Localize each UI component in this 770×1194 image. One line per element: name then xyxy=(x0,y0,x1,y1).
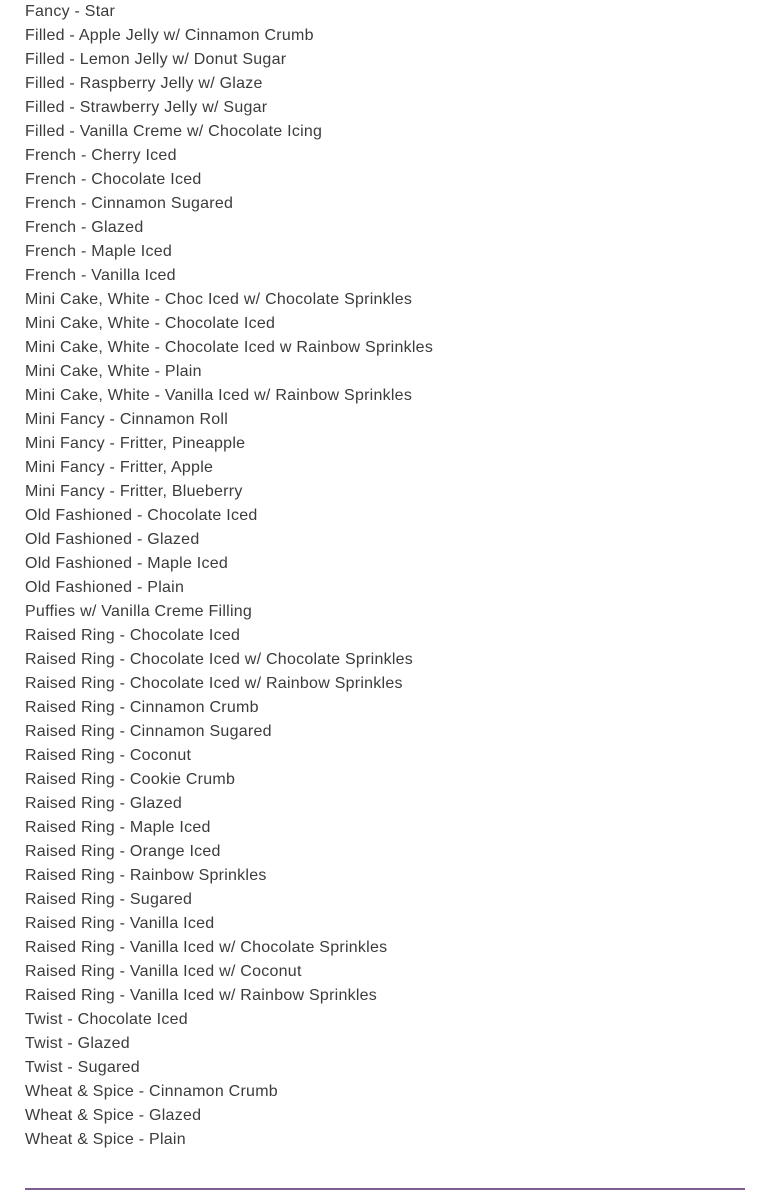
menu-item: Twist - Glazed xyxy=(25,1035,130,1052)
menu-item: Fancy - Star xyxy=(25,3,116,20)
menu-item: French - Glazed xyxy=(25,219,144,236)
menu-item: Mini Cake, White - Chocolate Iced w Rainbow Sprinkles xyxy=(25,339,434,356)
menu-item: Raised Ring - Cinnamon Crumb xyxy=(25,699,259,716)
menu-item: Mini Fancy - Fritter, Apple xyxy=(25,459,214,476)
menu-item: Raised Ring - Cinnamon Sugared xyxy=(25,723,272,740)
menu-item: Mini Fancy - Fritter, Blueberry xyxy=(25,483,243,500)
menu-item: Raised Ring - Coconut xyxy=(25,747,192,764)
menu-item: French - Cherry Iced xyxy=(25,147,177,164)
menu-item: Mini Cake, White - Plain xyxy=(25,363,202,380)
menu-item: Raised Ring - Vanilla Iced xyxy=(25,915,215,932)
menu-item: Raised Ring - Chocolate Iced w/ Rainbow Sprinkles xyxy=(25,675,403,692)
menu-item: Filled - Vanilla Creme w/ Chocolate Icing xyxy=(25,123,323,140)
menu-item: Raised Ring - Glazed xyxy=(25,795,183,812)
menu-item: Mini Fancy - Fritter, Pineapple xyxy=(25,435,246,452)
menu-item: Filled - Strawberry Jelly w/ Sugar xyxy=(25,99,268,116)
menu-item: Mini Fancy - Cinnamon Roll xyxy=(25,411,229,428)
menu-item: Old Fashioned - Glazed xyxy=(25,531,200,548)
menu-item: French - Vanilla Iced xyxy=(25,267,176,284)
menu-item: Raised Ring - Chocolate Iced xyxy=(25,627,241,644)
menu-item: Raised Ring - Vanilla Iced w/ Chocolate Sprinkles xyxy=(25,939,388,956)
menu-item: Raised Ring - Vanilla Iced w/ Rainbow Sprinkles xyxy=(25,987,378,1004)
menu-item: Twist - Chocolate Iced xyxy=(25,1011,188,1028)
menu-item: Filled - Raspberry Jelly w/ Glaze xyxy=(25,75,263,92)
menu-item: Old Fashioned - Maple Iced xyxy=(25,555,229,572)
menu-item: French - Maple Iced xyxy=(25,243,173,260)
menu-list xyxy=(25,0,760,1152)
menu-item: Raised Ring - Cookie Crumb xyxy=(25,771,236,788)
menu-item: Raised Ring - Orange Iced xyxy=(25,843,221,860)
menu-item: Wheat & Spice - Plain xyxy=(25,1131,186,1148)
section-divider xyxy=(25,1188,745,1190)
menu-item: French - Cinnamon Sugared xyxy=(25,195,234,212)
menu-item: Old Fashioned - Plain xyxy=(25,579,185,596)
menu-item: Mini Cake, White - Chocolate Iced xyxy=(25,315,276,332)
menu-item: Twist - Sugared xyxy=(25,1059,140,1076)
menu-item: Raised Ring - Rainbow Sprinkles xyxy=(25,867,267,884)
menu-item: Raised Ring - Vanilla Iced w/ Coconut xyxy=(25,963,302,980)
menu-item: Wheat & Spice - Glazed xyxy=(25,1107,202,1124)
menu-item: Puffies w/ Vanilla Creme Filling xyxy=(25,603,253,620)
menu-item: Raised Ring - Sugared xyxy=(25,891,193,908)
menu-item: Filled - Lemon Jelly w/ Donut Sugar xyxy=(25,51,287,68)
menu-item: Raised Ring - Chocolate Iced w/ Chocolate Sprinkles xyxy=(25,651,414,668)
menu-item: Old Fashioned - Chocolate Iced xyxy=(25,507,258,524)
menu-item: Raised Ring - Maple Iced xyxy=(25,819,211,836)
menu-item: French - Chocolate Iced xyxy=(25,171,202,188)
menu-item: Filled - Apple Jelly w/ Cinnamon Crumb xyxy=(25,27,314,44)
menu-item: Mini Cake, White - Choc Iced w/ Chocolate Sprinkles xyxy=(25,291,413,308)
menu-item: Mini Cake, White - Vanilla Iced w/ Rainbow Sprinkles xyxy=(25,387,413,404)
menu-item: Wheat & Spice - Cinnamon Crumb xyxy=(25,1083,278,1100)
